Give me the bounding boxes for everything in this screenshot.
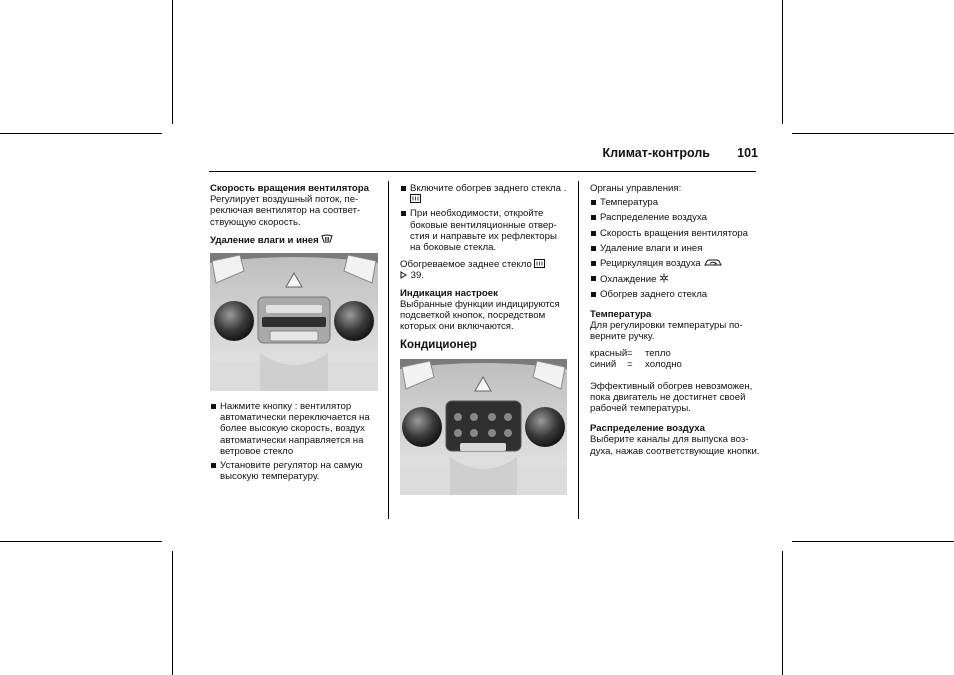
crop-mark — [172, 0, 173, 124]
defrost-heading-text: Удаление влаги и инея — [210, 234, 319, 246]
indication-heading: Индикация настроек — [400, 287, 498, 299]
list-item: Нажмите кнопку : вентилятор автоматически переключается на более высокую скорость, воздух автоматически направляется на ветровое стекло — [210, 401, 378, 457]
column-divider — [578, 181, 579, 519]
crop-mark — [782, 551, 783, 675]
list-item: Охлаждение — [590, 273, 760, 285]
rear-window-heat-icon — [410, 194, 421, 203]
column-2 — [400, 183, 568, 495]
distribution-text: Выберите каналы для выпуска воздуха, нажав соответствующие кнопки. — [590, 434, 760, 457]
climate-panel-photo-ac — [400, 359, 567, 495]
indication-text: Выбранные функции индицируются подсветкой кнопок, посредством которых они включаются. — [400, 298, 560, 333]
crop-mark — [782, 0, 783, 124]
list-item: Распределение воздуха — [590, 212, 760, 223]
fan-speed-heading: Скорость вращения вентилятора — [210, 183, 369, 194]
list-item: Температура — [590, 197, 760, 208]
rear-heat-reference: Обогреваемое заднее стекло 39. — [400, 259, 568, 281]
page-reference-link[interactable]: 39. — [410, 270, 425, 282]
header-divider — [209, 171, 756, 172]
controls-intro: Органы управления: — [590, 183, 682, 194]
list-item: Установите регулятор на самую высокую температуру. — [210, 460, 378, 482]
color-legend — [590, 348, 760, 370]
defrost-heading — [210, 234, 378, 246]
page-number: 101 — [737, 146, 758, 160]
crop-mark — [792, 541, 954, 542]
column-3 — [590, 183, 760, 463]
controls-list — [590, 197, 760, 300]
list-item: При необходимости, откройте боковые вентиляционные отверстия и направьте их рефлекторы на боковые стекла. — [400, 208, 568, 253]
climate-panel-photo-defrost — [210, 253, 378, 391]
rear-window-heat-icon — [534, 259, 545, 268]
crop-mark — [0, 541, 162, 542]
legend-row: синий = холодно — [590, 359, 682, 371]
legend-row: красный = тепло — [590, 348, 671, 360]
distribution-heading: Распределение воздуха — [590, 423, 705, 435]
list-item: Рециркуляция воздуха — [590, 258, 760, 269]
temperature-text: Для регулировки температуры поверните ручку. — [590, 319, 743, 343]
recirculation-icon — [703, 258, 723, 267]
temperature-heading: Температура — [590, 308, 652, 320]
crop-mark — [0, 133, 162, 134]
list-item: Обогрев заднего стекла — [590, 289, 760, 300]
crop-mark — [172, 551, 173, 675]
list-item: Включите обогрев заднего стекла . — [400, 183, 568, 205]
list-item: Скорость вращения вентилятора — [590, 228, 760, 239]
page-reference-arrow-icon[interactable] — [400, 271, 408, 279]
fan-speed-text: Регулирует воздушный поток, переключая вентилятор на соответствующую скорость. — [210, 194, 361, 228]
air-conditioner-heading: Кондиционер — [400, 339, 477, 352]
defrost-steps — [210, 401, 378, 482]
crop-mark — [792, 133, 954, 134]
list-item: Удаление влаги и инея — [590, 243, 760, 254]
column-divider — [388, 181, 389, 519]
section-title: Климат-контроль — [602, 146, 710, 160]
defrost-steps-continued — [400, 183, 568, 253]
windshield-defrost-icon — [321, 234, 333, 244]
snowflake-icon — [659, 273, 669, 283]
temperature-note: Эффективный обогрев невозможен, пока двигатель не достигнет своей рабочей температуры. — [590, 380, 753, 415]
column-1 — [210, 183, 378, 488]
